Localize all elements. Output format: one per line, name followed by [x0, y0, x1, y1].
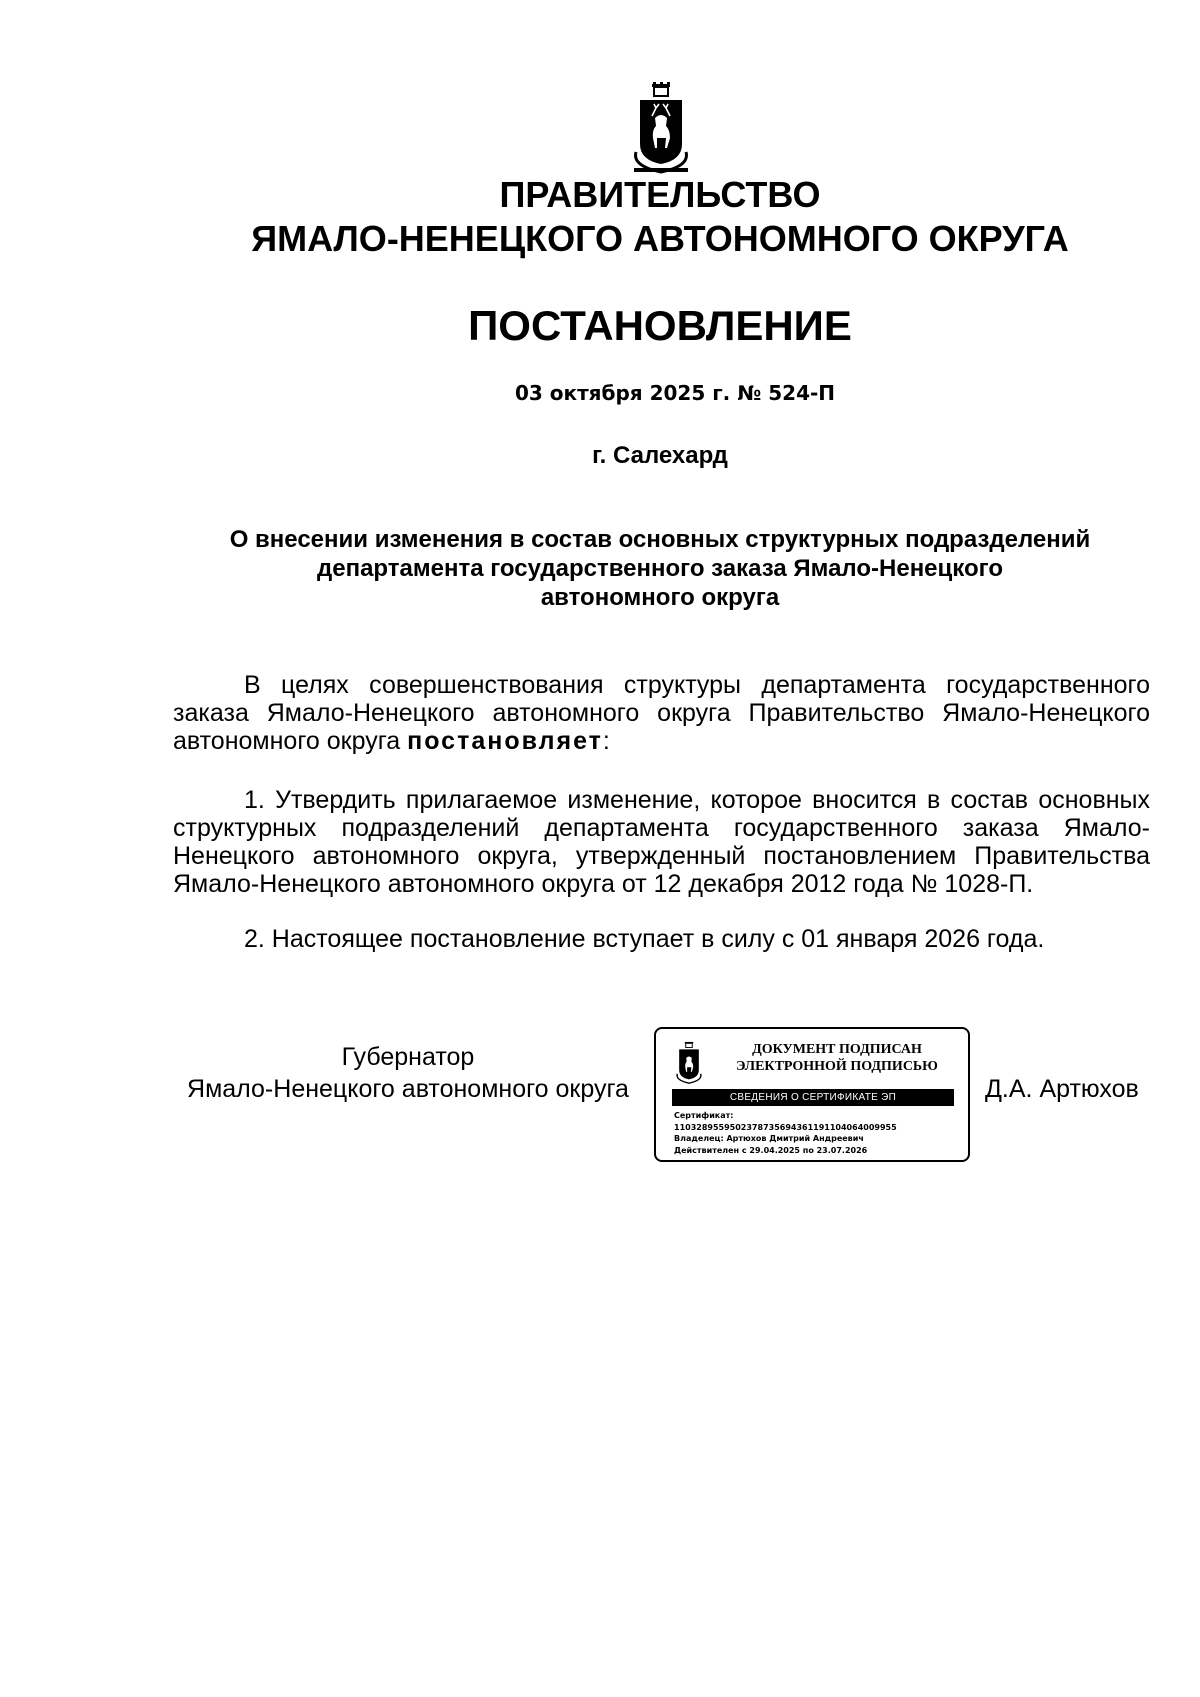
certificate-label: Сертификат:	[674, 1111, 734, 1120]
certificate-owner: Владелец: Артюхов Дмитрий Андреевич	[674, 1134, 864, 1143]
document-subject	[170, 525, 1150, 612]
certificate-details	[674, 1110, 964, 1156]
stamp-title-line: ЭЛЕКТРОННОЙ ПОДПИСЬЮ	[736, 1059, 938, 1074]
signatory-position	[173, 1041, 643, 1105]
coat-of-arms-icon	[630, 82, 692, 176]
signatory-name: Д.А. Артюхов	[985, 1075, 1139, 1103]
decree-item-2: 2. Настоящее постановление вступает в силу с 01 января 2026 года.	[244, 925, 1045, 953]
preamble-paragraph	[173, 671, 1150, 755]
decree-verb: постановляет	[407, 727, 603, 755]
position-region: Ямало-Ненецкого автономного округа	[187, 1075, 629, 1103]
certificate-info-bar: СВЕДЕНИЯ О СЕРТИФИКАТЕ ЭП	[672, 1089, 954, 1106]
document-city: г. Салехард	[592, 442, 728, 469]
position-title: Губернатор	[341, 1043, 475, 1071]
subject-line: автономного округа	[540, 584, 780, 611]
government-name-line2: ЯМАЛО-НЕНЕЦКОГО АВТОНОМНОГО ОКРУГА	[251, 218, 1069, 259]
decree-item-1: 1. Утвердить прилагаемое изменение, которое вносится в состав основных структурных подразделений департамента государственного заказа Ямало-Ненецкого автономного округа, утвержденный постановлением Правительства Ямало-Ненецкого автономного округа от 12 декабря 2012 года № 1028-П.	[173, 786, 1150, 898]
certificate-number: 1103289559502378735694361191104064009955	[674, 1122, 897, 1132]
government-name-line1: ПРАВИТЕЛЬСТВО	[499, 174, 821, 215]
subject-line: О внесении изменения в состав основных структурных подразделений	[229, 526, 1091, 553]
subject-line: департамента государственного заказа Ямало-Ненецкого	[317, 555, 1003, 582]
coat-of-arms-icon	[674, 1041, 704, 1085]
document-type: ПОСТАНОВЛЕНИЕ	[468, 302, 852, 349]
preamble-end: :	[602, 727, 610, 755]
preamble-text: В целях совершенствования структуры департамента государственного заказа Ямало-Ненецкого автономного округа Правительство Ямало-Ненецкого автономного округа	[173, 671, 1150, 755]
certificate-validity: Действителен с 29.04.2025 по 23.07.2026	[674, 1145, 868, 1155]
electronic-signature-stamp	[654, 1027, 970, 1162]
document-date-number: 03 октября 2025 г. № 524-П	[514, 381, 836, 405]
stamp-title-line: ДОКУМЕНТ ПОДПИСАН	[752, 1042, 922, 1057]
stamp-title	[712, 1041, 962, 1075]
